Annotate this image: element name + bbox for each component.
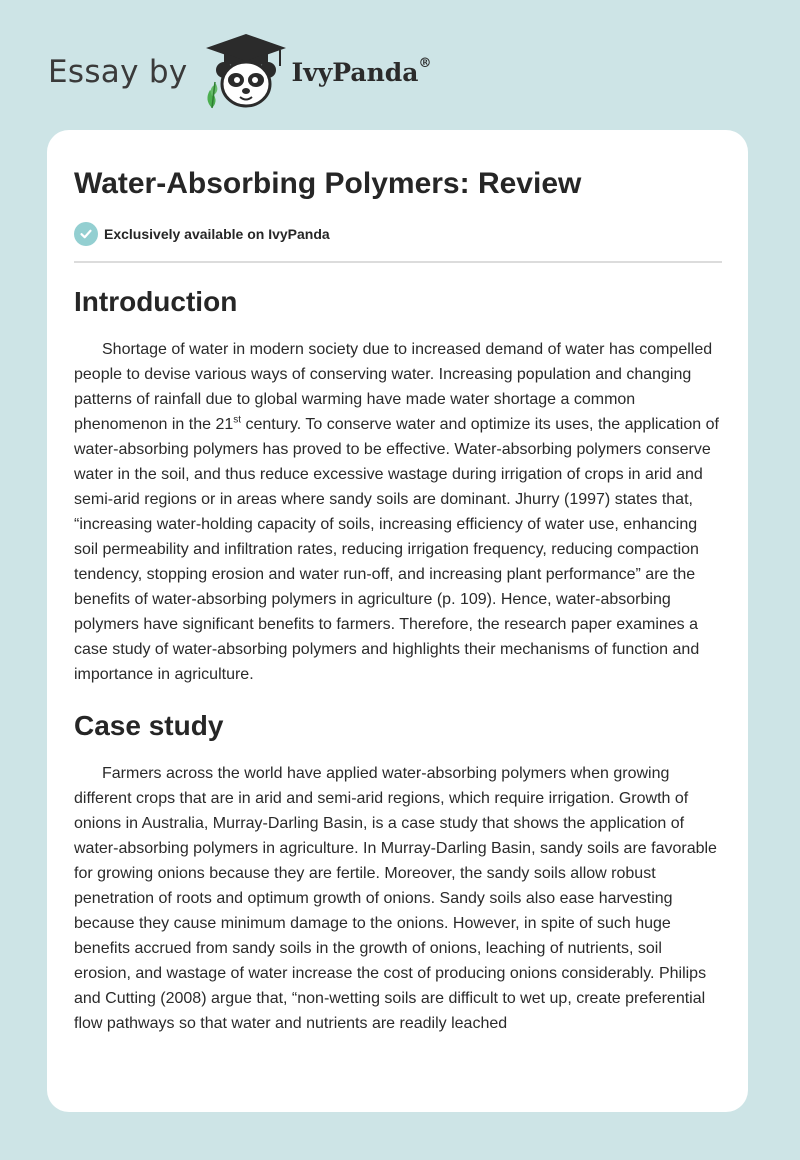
registered-mark: ® xyxy=(418,56,432,72)
panda-graduate-icon[interactable] xyxy=(202,32,290,112)
article-card xyxy=(47,130,748,1112)
case-study-paragraph: Farmers across the world have applied water-absorbing polymers when growing different crops that are in arid and semi-arid regions, which require irrigation. Growth of onions in Australia, Murray-Darling Basin, is a case study that shows the application of water-absorbing polymers in agriculture. In Murray-Darling Basin, sandy soils are favorable for growing onions because they are fertile. Moreover, the sandy soils allow robust penetration of roots and optimum growth of onions. Sandy soils also ease harvesting because they cause minimum damage to the onions. However, in spite of such huge benefits accrued from sandy soils in the growth of onions, leaching of nutrients, soil erosion, and wastage of water increase the cost of producing onions considerably. Philips and Cutting (2008) argue that, “non-wetting soils are difficult to wet up, create preferential flow pathways so that water and nutrients are readily leached xyxy=(74,765,717,1032)
essay-by-label: Essay by xyxy=(48,54,188,90)
ordinal-suffix: st xyxy=(233,414,242,426)
check-icon xyxy=(74,222,98,246)
site-header xyxy=(48,32,431,112)
exclusive-badge xyxy=(74,222,722,263)
section-heading-introduction: Introduction xyxy=(74,286,238,317)
brand-name[interactable]: IvyPanda® xyxy=(291,56,432,87)
exclusive-badge-label: Exclusively available on IvyPanda xyxy=(104,226,330,242)
section-heading-case-study: Case study xyxy=(74,710,224,741)
page-title: Water-Absorbing Polymers: Review xyxy=(74,167,582,200)
introduction-paragraph: Shortage of water in modern society due to increased demand of water has compelled people to devise various ways of conserving water. Increasing population and changing patterns of rainfall due to global warming have made water shortage a common phenomenon in the 21st century. To conserve water and optimize its uses, the application of water-absorbing polymers has proved to be effective. Water-absorbing polymers conserve water in the soil, and thus reduce excessive wastage during irrigation of crops in arid and semi-arid regions or in areas where sandy soils are dominant. Jhurry (1997) states that, “increasing water-holding capacity of soils, increasing efficiency of water use, enhancing soil permeability and infiltration rates, reducing irrigation frequency, reducing compaction tendency, stopping erosion and water run-off, and increasing plant performance” are the benefits of water-absorbing polymers in agriculture (p. 109). Hence, water-absorbing polymers have significant benefits to farmers. Therefore, the research paper examines a case study of water-absorbing polymers and highlights their mechanisms of function and importance in agriculture. xyxy=(74,341,719,683)
